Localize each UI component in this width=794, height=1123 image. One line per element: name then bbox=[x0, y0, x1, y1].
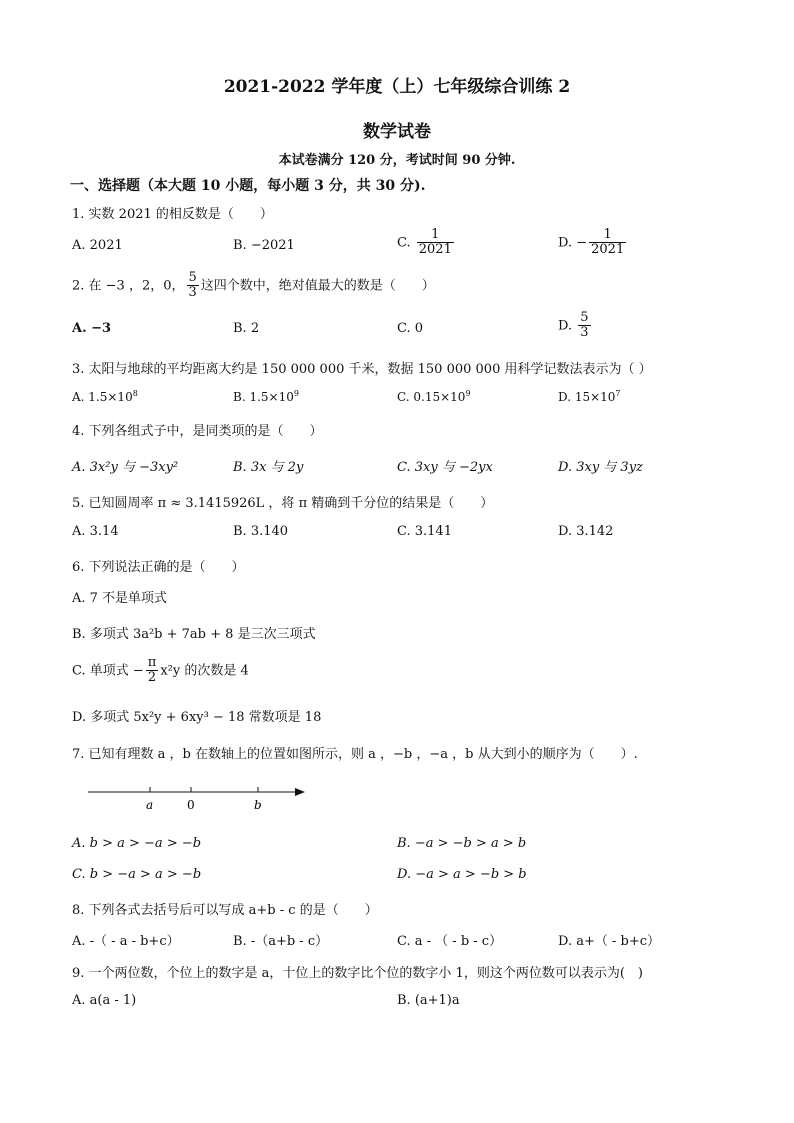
q6-option-d: D. 多项式 5x²y + 6xy³ − 18 常数项是 18 bbox=[72, 710, 322, 725]
fraction-denominator: 2 bbox=[147, 670, 157, 686]
question-5-stem: 5. 已知圆周率 π ≈ 3.1415926L ，将 π 精确到千分位的结果是（ ） bbox=[72, 496, 494, 511]
fraction-numerator: 1 bbox=[603, 227, 612, 242]
q9-option-a: A. a(a - 1) bbox=[72, 993, 137, 1008]
q3-option-d-exponent: 7 bbox=[615, 389, 621, 398]
page-subtitle: 数学试卷 bbox=[363, 122, 431, 142]
q5-option-a: A. 3.14 bbox=[72, 524, 119, 539]
q7-option-a: A. b > a > −a > −b bbox=[72, 836, 202, 851]
fraction-numerator: 1 bbox=[431, 227, 440, 242]
q3-option-b bbox=[233, 389, 299, 404]
question-7-stem: 7. 已知有理数 a ，b 在数轴上的位置如图所示，则 a ，−b ，−a ，b 从大到小的顺序为（ ）. bbox=[72, 747, 638, 762]
q2-option-d-prefix: D. bbox=[558, 318, 573, 334]
q9-option-b: B. (a+1)a bbox=[397, 993, 460, 1008]
fraction-numerator: π bbox=[147, 655, 157, 670]
exam-note: 本试卷满分 120 分，考试时间 90 分钟. bbox=[278, 153, 516, 168]
page-title: 2021-2022 学年度（上）七年级综合训练 2 bbox=[223, 77, 571, 97]
q2-stem-fraction bbox=[187, 271, 199, 301]
fraction-denominator: 2021 bbox=[418, 242, 452, 258]
q8-option-b: B. -（a+b - c） bbox=[233, 934, 329, 949]
q2-option-c: C. 0 bbox=[397, 321, 424, 336]
q7-option-d: D. −a > a > −b > b bbox=[397, 867, 527, 882]
q6-option-c bbox=[72, 656, 249, 686]
q3-option-a-base: A. 1.5×10 bbox=[72, 390, 133, 404]
q8-option-a: A. -（ - a - b+c） bbox=[72, 934, 180, 949]
q3-option-b-exponent: 9 bbox=[293, 389, 299, 398]
q6-option-b: B. 多项式 3a²b + 7ab + 8 是三次三项式 bbox=[72, 627, 316, 642]
q2-option-b: B. 2 bbox=[233, 321, 260, 336]
question-2-stem bbox=[72, 271, 435, 301]
q2-option-d-fraction bbox=[578, 311, 590, 341]
q3-option-a-exponent: 8 bbox=[132, 389, 138, 398]
q3-option-a bbox=[72, 389, 138, 404]
fraction-denominator: 3 bbox=[188, 285, 197, 301]
fraction-numerator: 5 bbox=[580, 310, 589, 325]
fraction-numerator: 5 bbox=[188, 270, 197, 285]
q5-option-b: B. 3.140 bbox=[233, 524, 289, 539]
q8-option-d: D. a+（ - b+c） bbox=[558, 934, 661, 949]
q6-option-c-fraction bbox=[146, 656, 159, 686]
q1-option-d-prefix: D. − bbox=[558, 235, 588, 251]
tick-label-zero: 0 bbox=[187, 798, 195, 812]
fraction-denominator: 3 bbox=[580, 325, 589, 341]
question-9-stem: 9. 一个两位数，个位上的数字是 a，十位上的数字比个位的数字小 1，则这个两位数可以表示为( ) bbox=[72, 966, 643, 981]
tick-label-b: b bbox=[254, 798, 262, 812]
q2-stem-post: 这四个数中，绝对值最大的数是（ ） bbox=[200, 278, 435, 294]
q3-option-c-exponent: 9 bbox=[465, 389, 471, 398]
q3-option-c bbox=[397, 389, 471, 404]
q6-option-c-post: x²y 的次数是 4 bbox=[160, 663, 249, 679]
q3-option-d-base: D. 15×10 bbox=[558, 390, 616, 404]
q1-option-b: B. −2021 bbox=[233, 238, 295, 253]
section-heading: 一、选择题（本大题 10 小题，每小题 3 分，共 30 分). bbox=[70, 178, 426, 194]
q7-option-c: C. b > −a > a > −b bbox=[72, 867, 202, 882]
q4-option-d: D. 3xy 与 3yz bbox=[558, 460, 643, 475]
q4-option-c: C. 3xy 与 −2yx bbox=[397, 460, 493, 475]
q1-option-c-fraction bbox=[417, 228, 454, 258]
q2-stem-pre: 2. 在 −3 ，2，0， bbox=[72, 278, 185, 294]
q7-option-b: B. −a > −b > a > b bbox=[397, 836, 527, 851]
q3-option-c-base: C. 0.15×10 bbox=[397, 390, 466, 404]
q4-option-b: B. 3x 与 2y bbox=[233, 460, 304, 475]
question-8-stem: 8. 下列各式去括号后可以写成 a+b - c 的是（ ） bbox=[72, 903, 378, 918]
q4-option-a: A. 3x²y 与 −3xy² bbox=[72, 460, 179, 475]
q2-option-a: A. −3 bbox=[72, 321, 112, 336]
q3-option-b-base: B. 1.5×10 bbox=[233, 390, 294, 404]
question-1-stem: 1. 实数 2021 的相反数是（ ） bbox=[72, 207, 273, 222]
q1-option-c-prefix: C. bbox=[397, 235, 411, 251]
q6-option-c-pre: C. 单项式 − bbox=[72, 663, 144, 679]
number-line-figure bbox=[85, 782, 310, 814]
q6-option-a: A. 7 不是单项式 bbox=[72, 591, 168, 606]
q1-option-a: A. 2021 bbox=[72, 238, 123, 253]
number-line-arrow bbox=[295, 788, 305, 796]
question-6-stem: 6. 下列说法正确的是（ ） bbox=[72, 560, 245, 575]
q2-option-d bbox=[558, 311, 593, 341]
q1-option-d-fraction bbox=[589, 228, 626, 258]
q3-option-d bbox=[558, 389, 621, 404]
fraction-denominator: 2021 bbox=[591, 242, 625, 258]
q1-option-d bbox=[558, 228, 628, 258]
q8-option-c: C. a - （ - b - c） bbox=[397, 934, 503, 949]
q1-option-c bbox=[397, 228, 456, 258]
tick-label-a: a bbox=[146, 798, 154, 812]
question-4-stem: 4. 下列各组式子中，是同类项的是（ ） bbox=[72, 424, 323, 439]
question-3-stem: 3. 太阳与地球的平均距离大约是 150 000 000 千米，数据 150 000 000 用科学记数法表示为（ ） bbox=[72, 362, 652, 377]
q5-option-c: C. 3.141 bbox=[397, 524, 452, 539]
q5-option-d: D. 3.142 bbox=[558, 524, 614, 539]
